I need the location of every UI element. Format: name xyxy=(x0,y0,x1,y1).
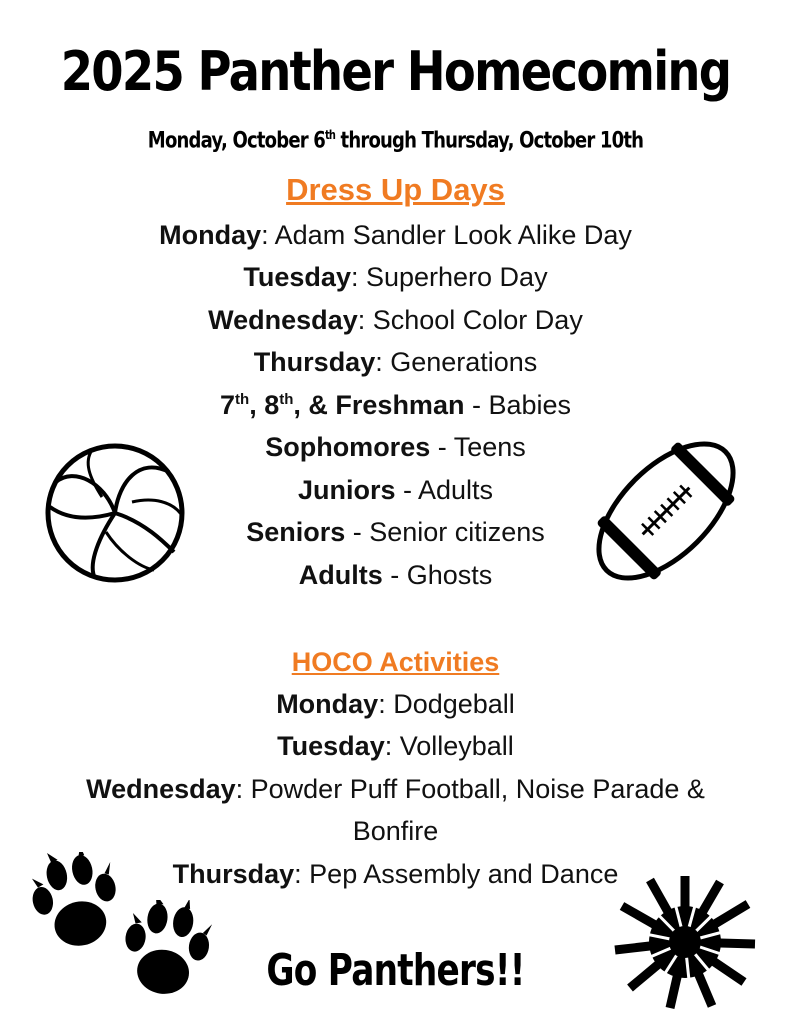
grades-line: 7th, 8th, & Freshman - Babies xyxy=(219,390,572,420)
football-icon xyxy=(588,440,744,582)
volleyball-icon xyxy=(44,442,186,584)
paw-print-icon xyxy=(30,852,122,954)
activity-line-continued: Bonfire xyxy=(352,816,439,846)
group-line: Juniors - Adults xyxy=(297,475,494,505)
dress-up-heading: Dress Up Days xyxy=(286,172,505,207)
dress-up-day-line: Wednesday: School Color Day xyxy=(208,305,583,335)
flyer-title: 2025 Panther Homecoming xyxy=(60,40,731,103)
activity-line: Monday: Dodgeball xyxy=(276,689,515,719)
dress-up-day-line: Monday: Adam Sandler Look Alike Day xyxy=(159,220,632,250)
pom-pom-icon xyxy=(610,872,760,1012)
group-line: Adults - Ghosts xyxy=(298,560,493,590)
dress-up-day-line: Tuesday: Superhero Day xyxy=(243,262,548,292)
dress-up-day-line: Thursday: Generations xyxy=(253,347,538,377)
activity-line: Thursday: Pep Assembly and Dance xyxy=(172,859,619,889)
activities-heading: HOCO Activities xyxy=(291,647,500,677)
activity-line: Wednesday: Powder Puff Football, Noise Parade & xyxy=(86,774,705,804)
footer-slogan: Go Panthers!! xyxy=(266,945,525,996)
date-range: Monday, October 6th through Thursday, October 10th xyxy=(147,128,644,154)
group-line: Seniors - Senior citizens xyxy=(246,517,545,547)
paw-print-icon xyxy=(120,900,212,1002)
activity-line: Tuesday: Volleyball xyxy=(277,731,514,761)
group-line: Sophomores - Teens xyxy=(265,432,526,462)
